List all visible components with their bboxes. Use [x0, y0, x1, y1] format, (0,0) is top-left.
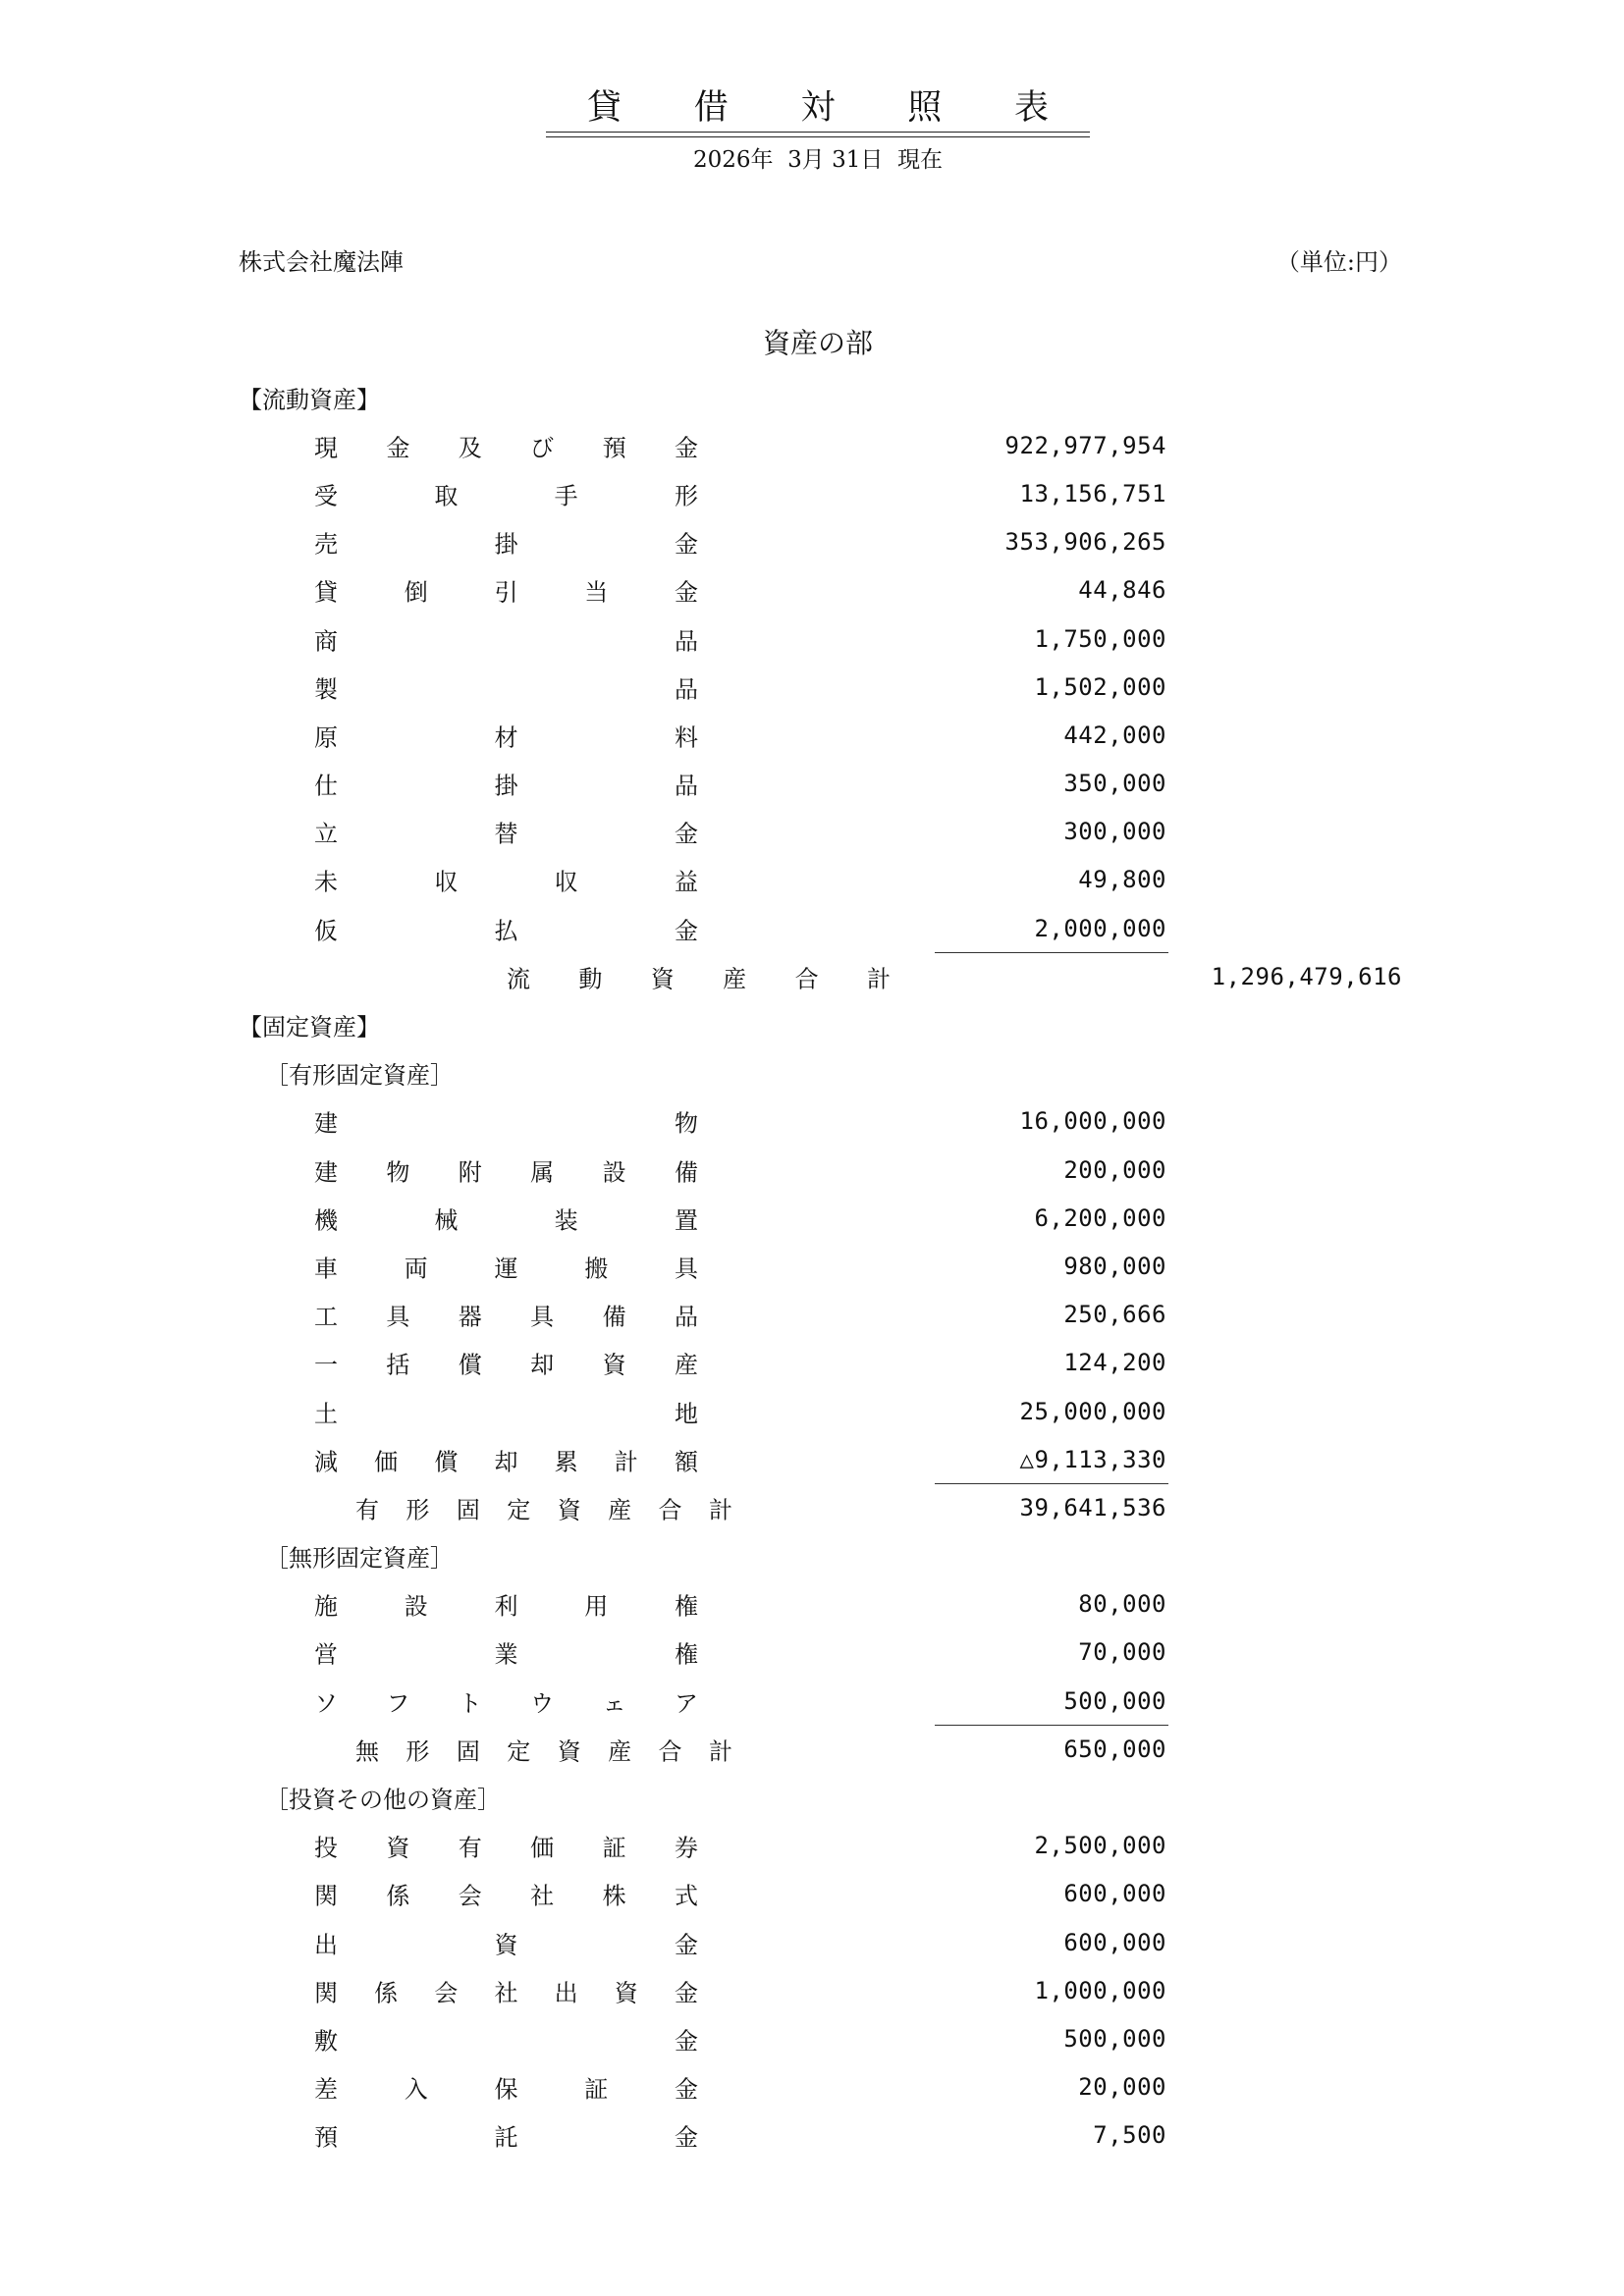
label-char: 金 [674, 1979, 698, 2007]
table-row [0, 760, 1624, 808]
label-char: 搬 [584, 1255, 609, 1283]
label-char: ェ [602, 1689, 626, 1718]
account-label [314, 1973, 698, 2007]
account-label [314, 2118, 698, 2153]
label-char: 金 [675, 2123, 698, 2152]
label-char: 固 [456, 1496, 480, 1524]
total-amount: 1,296,479,616 [1211, 962, 1402, 990]
table-row [0, 1822, 1624, 1870]
account-label [314, 1683, 698, 1718]
amount: 20,000 [1078, 2073, 1166, 2102]
label-char: 関 [314, 1979, 338, 2007]
label-char: 倒 [404, 578, 428, 607]
label-char: 合 [658, 1737, 682, 1766]
label-char: 益 [674, 868, 698, 896]
amount: 124,200 [1063, 1349, 1166, 1377]
account-label [314, 669, 698, 704]
amount: 2,500,000 [1034, 1832, 1166, 1860]
label-char: 装 [554, 1206, 578, 1235]
table-row [0, 1339, 1624, 1387]
account-label [314, 428, 698, 462]
label-char: 品 [675, 627, 698, 656]
account-label [314, 621, 698, 656]
account-label [314, 2070, 698, 2105]
label-char: 金 [674, 434, 698, 462]
label-char: 却 [530, 1351, 555, 1379]
label-char: 定 [507, 1737, 531, 1766]
table-row [0, 904, 1624, 952]
label-char: 収 [434, 868, 459, 896]
label-char: 施 [314, 1592, 338, 1621]
label-char: 設 [404, 1592, 428, 1621]
label-char: 計 [866, 965, 891, 993]
account-label [314, 1587, 698, 1622]
label-char: 備 [602, 1303, 626, 1331]
amount: 1,502,000 [1034, 672, 1166, 701]
label-char: 形 [406, 1737, 430, 1766]
label-char: 産 [608, 1496, 632, 1524]
table-row [0, 1532, 1624, 1580]
label-char: 出 [554, 1979, 578, 2007]
label-char: 償 [458, 1351, 482, 1379]
label-char: 売 [314, 530, 338, 559]
table-row [0, 1097, 1624, 1146]
label-char: 仮 [314, 917, 338, 945]
label-char: 社 [530, 1882, 555, 1910]
label-char: 金 [675, 2075, 698, 2104]
table-row [0, 1049, 1624, 1097]
account-label [314, 1394, 698, 1428]
label-char: 受 [314, 482, 338, 510]
table-row [0, 952, 1624, 1000]
label-char: 価 [374, 1448, 399, 1476]
account-label [314, 1925, 698, 1959]
label-char: 償 [434, 1448, 459, 1476]
label-char: 一 [314, 1351, 338, 1379]
table-row [0, 856, 1624, 904]
label-char: 出 [314, 1931, 338, 1959]
label-char: 立 [314, 820, 338, 848]
label-char: 原 [314, 723, 338, 752]
label-char: 金 [675, 917, 698, 945]
account-label [314, 476, 698, 510]
table-row [0, 1291, 1624, 1339]
table-row [0, 1483, 1624, 1531]
label-char: 当 [584, 578, 609, 607]
label-char: 設 [602, 1158, 626, 1187]
table-row [0, 1725, 1624, 1773]
label-char: 有 [355, 1496, 379, 1524]
title-underline [546, 136, 1090, 137]
label-char: 資 [494, 1931, 518, 1959]
category-heading: 【固定資産】 [239, 1013, 380, 1041]
total-label [507, 959, 891, 993]
label-char: 未 [314, 868, 338, 896]
label-char: 土 [314, 1400, 338, 1428]
label-char: 替 [494, 820, 518, 848]
label-char: 工 [314, 1303, 338, 1331]
label-char: 合 [658, 1496, 682, 1524]
amount: 200,000 [1063, 1155, 1166, 1184]
label-char: 営 [314, 1640, 338, 1669]
label-char: 用 [584, 1592, 609, 1621]
amount: 6,200,000 [1034, 1203, 1166, 1232]
label-char: 投 [314, 1834, 338, 1862]
label-char: 附 [458, 1158, 482, 1187]
label-char: 託 [494, 2123, 518, 2152]
label-char: 具 [675, 1255, 698, 1283]
account-label [314, 767, 698, 801]
label-char: 証 [584, 2075, 609, 2104]
subcategory-heading: ［投資その他の資産］ [265, 1786, 501, 1814]
amount: 350,000 [1063, 770, 1166, 798]
label-char: 取 [434, 482, 459, 510]
label-char: 金 [675, 1931, 698, 1959]
account-rows [0, 373, 1624, 2160]
label-char: 物 [675, 1109, 698, 1138]
label-char: ト [458, 1689, 482, 1718]
table-row [0, 469, 1624, 517]
account-label [314, 1442, 698, 1476]
amount: 1,000,000 [1034, 1976, 1166, 2004]
amount: 300,000 [1063, 818, 1166, 846]
label-char: 括 [386, 1351, 410, 1379]
label-char: 業 [494, 1640, 518, 1669]
label-char: 貸 [314, 578, 338, 607]
label-char: 産 [674, 1351, 698, 1379]
amount: 1,750,000 [1034, 624, 1166, 653]
label-char: 係 [374, 1979, 399, 2007]
label-char: 価 [530, 1834, 555, 1862]
table-row [0, 1870, 1624, 1918]
label-char: 証 [602, 1834, 626, 1862]
label-char: 仕 [314, 772, 338, 800]
label-char: 却 [494, 1448, 518, 1476]
title-char: 照 [907, 88, 943, 128]
label-char: 運 [494, 1255, 518, 1283]
label-char: 金 [675, 530, 698, 559]
label-char: 金 [386, 434, 410, 462]
label-char: 計 [614, 1448, 638, 1476]
table-row [0, 663, 1624, 711]
label-char: 掛 [494, 530, 518, 559]
account-label [314, 815, 698, 849]
label-char: 累 [554, 1448, 578, 1476]
label-char: 保 [494, 2075, 518, 2104]
label-char: 券 [674, 1834, 698, 1862]
label-char: 計 [708, 1737, 732, 1766]
account-label [314, 1877, 698, 1911]
table-row [0, 1773, 1624, 1821]
amount: 80,000 [1078, 1590, 1166, 1619]
label-char: 権 [675, 1592, 698, 1621]
as-of-date: 2026年 3月 31日 現在 [693, 147, 943, 173]
amount: 44,846 [1078, 576, 1166, 605]
title-char: 借 [693, 88, 729, 128]
label-char: 機 [314, 1206, 338, 1235]
account-label [314, 525, 698, 560]
label-char: 計 [708, 1496, 732, 1524]
label-char: 金 [675, 578, 698, 607]
label-char: 会 [458, 1882, 482, 1910]
amount: 25,000,000 [1019, 1397, 1166, 1425]
label-char: 資 [650, 965, 675, 993]
label-char: 社 [494, 1979, 518, 2007]
subtotal-label [355, 1732, 732, 1766]
label-char: 係 [386, 1882, 410, 1910]
amount: 7,500 [1093, 2121, 1166, 2150]
account-label [314, 1104, 698, 1139]
label-char: 動 [578, 965, 603, 993]
label-char: ア [674, 1689, 698, 1718]
label-char: 具 [530, 1303, 555, 1331]
label-char: 金 [675, 820, 698, 848]
amount: 250,666 [1063, 1301, 1166, 1329]
label-char: 車 [314, 1255, 338, 1283]
amount: △9,113,330 [1019, 1445, 1166, 1473]
label-char: 株 [602, 1882, 626, 1910]
label-char: 形 [406, 1496, 430, 1524]
table-row [0, 1146, 1624, 1194]
label-char: 会 [434, 1979, 459, 2007]
label-char: 金 [675, 2027, 698, 2056]
label-char: 品 [675, 675, 698, 704]
label-char: 物 [386, 1158, 410, 1187]
table-row [0, 1918, 1624, 1966]
label-char: 払 [494, 917, 518, 945]
label-char: 建 [314, 1109, 338, 1138]
subcategory-heading: ［無形固定資産］ [265, 1544, 454, 1573]
table-row [0, 1242, 1624, 1290]
label-char: ウ [530, 1689, 555, 1718]
label-char: 額 [674, 1448, 698, 1476]
label-char: 手 [554, 482, 578, 510]
label-char: 差 [314, 2075, 338, 2104]
account-label [314, 863, 698, 897]
account-label [314, 1346, 698, 1380]
label-char: 具 [386, 1303, 410, 1331]
label-char: 品 [674, 1303, 698, 1331]
label-char: 預 [314, 2123, 338, 2152]
title-char: 表 [1013, 88, 1049, 128]
label-char: 無 [355, 1737, 379, 1766]
table-row [0, 566, 1624, 614]
label-char: 資 [614, 1979, 638, 2007]
label-char: 商 [314, 627, 338, 656]
account-label [314, 911, 698, 945]
label-char: 資 [557, 1496, 581, 1524]
table-row [0, 518, 1624, 566]
label-char: 形 [674, 482, 698, 510]
label-char: 現 [314, 434, 338, 462]
account-label [314, 1298, 698, 1332]
label-char: 引 [494, 578, 518, 607]
amount: 39,641,536 [1019, 1493, 1166, 1522]
title-underline [546, 132, 1090, 133]
amount: 500,000 [1063, 1686, 1166, 1715]
label-char: 有 [458, 1834, 482, 1862]
subcategory-heading: ［有形固定資産］ [265, 1061, 454, 1090]
amount: 600,000 [1063, 1880, 1166, 1908]
account-label [314, 1152, 698, 1187]
amount: 922,977,954 [1004, 431, 1166, 459]
account-label [314, 718, 698, 752]
label-char: 預 [602, 434, 626, 462]
label-char: 減 [314, 1448, 338, 1476]
label-char: 利 [494, 1592, 518, 1621]
company-name: 株式会社魔法陣 [239, 248, 404, 276]
table-row [0, 808, 1624, 856]
label-char: 両 [404, 1255, 428, 1283]
table-row [0, 2014, 1624, 2062]
category-heading: 【流動資産】 [239, 386, 380, 414]
table-row [0, 421, 1624, 469]
amount: 2,000,000 [1034, 914, 1166, 942]
account-label [314, 573, 698, 608]
label-char: び [530, 434, 555, 462]
table-row [0, 711, 1624, 759]
label-char: 権 [675, 1640, 698, 1669]
title-char: 対 [800, 88, 836, 128]
label-char: 定 [507, 1496, 531, 1524]
account-label [314, 1249, 698, 1283]
table-row [0, 1966, 1624, 2014]
document-title [546, 88, 1090, 128]
label-char: 入 [404, 2075, 428, 2104]
section-heading: 資産の部 [762, 327, 873, 359]
label-char: 地 [675, 1400, 698, 1428]
account-label [314, 1635, 698, 1670]
table-row [0, 614, 1624, 663]
label-char: 関 [314, 1882, 338, 1910]
amount: 70,000 [1078, 1638, 1166, 1667]
table-row [0, 1580, 1624, 1629]
label-char: 製 [314, 675, 338, 704]
amount: 353,906,265 [1004, 528, 1166, 557]
amount: 442,000 [1063, 721, 1166, 749]
label-char: 械 [434, 1206, 459, 1235]
amount: 600,000 [1063, 1928, 1166, 1956]
account-label [314, 1201, 698, 1235]
table-row [0, 1435, 1624, 1483]
table-row [0, 2111, 1624, 2160]
label-char: 属 [530, 1158, 555, 1187]
amount: 13,156,751 [1019, 479, 1166, 507]
label-char: 収 [554, 868, 578, 896]
label-char: 敷 [314, 2027, 338, 2056]
table-row [0, 1677, 1624, 1725]
account-label [314, 2021, 698, 2056]
account-label [314, 1829, 698, 1863]
table-row [0, 2063, 1624, 2111]
title-char: 貸 [587, 88, 623, 128]
label-char: 及 [458, 434, 482, 462]
amount: 980,000 [1063, 1252, 1166, 1280]
label-char: 合 [794, 965, 819, 993]
label-char: 資 [602, 1351, 626, 1379]
label-char: 掛 [494, 772, 518, 800]
label-char: フ [386, 1689, 410, 1718]
label-char: ソ [314, 1689, 338, 1718]
table-row [0, 1387, 1624, 1435]
label-char: 資 [386, 1834, 410, 1862]
label-char: 備 [674, 1158, 698, 1187]
table-row [0, 1629, 1624, 1677]
label-char: 資 [557, 1737, 581, 1766]
table-row [0, 373, 1624, 421]
label-char: 式 [674, 1882, 698, 1910]
amount: 650,000 [1063, 1735, 1166, 1763]
label-char: 器 [458, 1303, 482, 1331]
table-row [0, 1194, 1624, 1242]
unit-label: （単位:円） [1275, 248, 1402, 276]
label-char: 材 [494, 723, 518, 752]
label-char: 固 [456, 1737, 480, 1766]
label-char: 品 [675, 772, 698, 800]
amount: 500,000 [1063, 2024, 1166, 2053]
label-char: 建 [314, 1158, 338, 1187]
label-char: 流 [507, 965, 530, 993]
label-char: 産 [608, 1737, 632, 1766]
subtotal-label [355, 1490, 732, 1524]
label-char: 産 [723, 965, 747, 993]
amount: 49,800 [1078, 866, 1166, 894]
label-char: 置 [674, 1206, 698, 1235]
table-row [0, 1000, 1624, 1048]
label-char: 料 [675, 723, 698, 752]
amount: 16,000,000 [1019, 1107, 1166, 1136]
